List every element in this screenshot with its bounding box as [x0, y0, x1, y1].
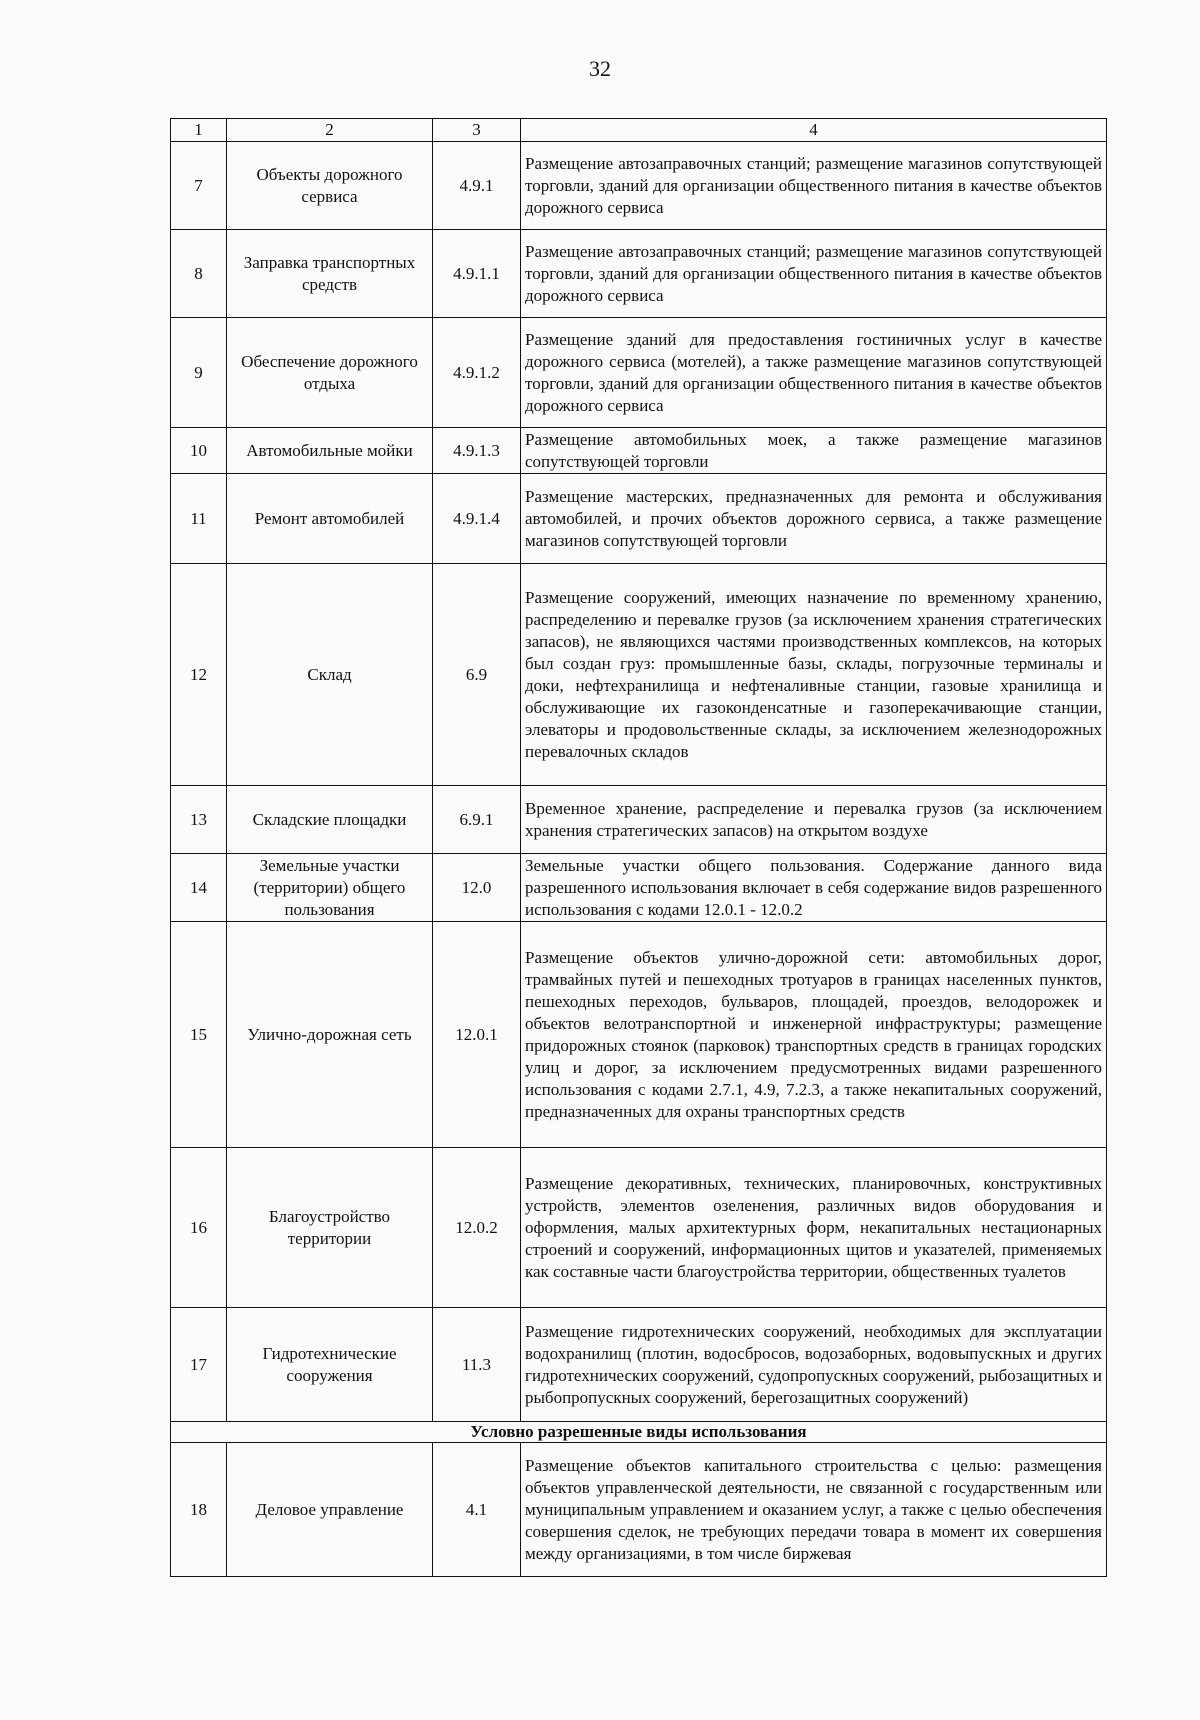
use-code: 4.9.1.2 [433, 318, 521, 428]
use-name: Улично-дорожная сеть [227, 922, 433, 1148]
table-row [171, 428, 1107, 474]
use-description: Размещение автозаправочных станций; размещение магазинов сопутствующей торговли, зданий для организации общественного питания в качестве объектов дорожного сервиса [521, 142, 1107, 230]
use-description: Размещение сооружений, имеющих назначение по временному хранению, распределению и перевалке грузов (за исключением хранения стратегических запасов), не являющихся частями производственных комплексов, на которых был создан груз: промышленные базы, склады, погрузочные терминалы и доки, нефтехранилища и нефтеналивные станции, газовые хранилища и обслуживающие их газоконденсатные и газоперекачивающие станции, элеваторы и продовольственные склады, за исключением железнодорожных перевалочных складов [521, 564, 1107, 786]
page-number: 32 [589, 56, 611, 81]
row-number: 10 [171, 428, 227, 474]
land-use-table [170, 118, 1107, 1577]
use-code: 4.1 [433, 1443, 521, 1577]
header-cell-4: 4 [521, 119, 1107, 142]
use-name: Автомобильные мойки [227, 428, 433, 474]
use-code: 4.9.1 [433, 142, 521, 230]
use-code: 4.9.1.1 [433, 230, 521, 318]
header-cell-3: 3 [433, 119, 521, 142]
use-code: 12.0 [433, 854, 521, 922]
row-number: 12 [171, 564, 227, 786]
table-row [171, 1148, 1107, 1308]
use-code: 11.3 [433, 1308, 521, 1422]
use-description: Размещение мастерских, предназначенных для ремонта и обслуживания автомобилей, и прочих объектов дорожного сервиса, а также размещение магазинов сопутствующей торговли [521, 474, 1107, 564]
table-row [171, 318, 1107, 428]
table-row [171, 142, 1107, 230]
table-row [171, 564, 1107, 786]
use-code: 6.9.1 [433, 786, 521, 854]
use-name: Заправка транспортных средств [227, 230, 433, 318]
use-description: Размещение объектов улично-дорожной сети: автомобильных дорог, трамвайных путей и пешеходных тротуаров в границах населенных пунктов, пешеходных переходов, бульваров, площадей, проездов, велодорожек и объектов велотранспортной и инженерной инфраструктуры; размещение придорожных стоянок (парковок) транспортных средств в границах городских улиц и дорог, за исключением предусмотренных видами разрешенного использования с кодами 2.7.1, 4.9, 7.2.3, а также некапитальных сооружений, предназначенных для охраны транспортных средств [521, 922, 1107, 1148]
use-name: Склад [227, 564, 433, 786]
header-cell-2: 2 [227, 119, 433, 142]
header-cell-1: 1 [171, 119, 227, 142]
row-number: 13 [171, 786, 227, 854]
section-row [171, 1422, 1107, 1443]
table-header-row [171, 119, 1107, 142]
use-name: Обеспечение дорожного отдыха [227, 318, 433, 428]
use-description: Земельные участки общего пользования. Содержание данного вида разрешенного использования включает в себя содержание видов разрешенного использования с кодами 12.0.1 - 12.0.2 [521, 854, 1107, 922]
table-row [171, 474, 1107, 564]
row-number: 16 [171, 1148, 227, 1308]
use-description: Размещение зданий для предоставления гостиничных услуг в качестве дорожного сервиса (мотелей), а также размещение магазинов сопутствующей торговли, зданий для организации общественного питания в качестве объектов дорожного сервиса [521, 318, 1107, 428]
row-number: 9 [171, 318, 227, 428]
table-row [171, 854, 1107, 922]
table-row [171, 922, 1107, 1148]
table-row [171, 1443, 1107, 1577]
row-number: 8 [171, 230, 227, 318]
use-description: Размещение гидротехнических сооружений, необходимых для эксплуатации водохранилищ (плотин, водосбросов, водозаборных, водовыпускных и других гидротехнических сооружений, судопропускных сооружений, рыбозащитных и рыбопропускных сооружений, берегозащитных сооружений) [521, 1308, 1107, 1422]
use-description: Размещение объектов капитального строительства с целью: размещения объектов управленческой деятельности, не связанной с государственным или муниципальным управлением и оказанием услуг, а также с целью обеспечения совершения сделок, не требующих передачи товара в момент их совершения между организациями, в том числе биржевая [521, 1443, 1107, 1577]
table-row [171, 230, 1107, 318]
use-code: 4.9.1.4 [433, 474, 521, 564]
use-code: 12.0.2 [433, 1148, 521, 1308]
row-number: 7 [171, 142, 227, 230]
use-name: Объекты дорожного сервиса [227, 142, 433, 230]
use-code: 6.9 [433, 564, 521, 786]
use-name: Складские площадки [227, 786, 433, 854]
use-name: Земельные участки (территории) общего пользования [227, 854, 433, 922]
use-description: Размещение декоративных, технических, планировочных, конструктивных устройств, элементов озеленения, различных видов оборудования и оформления, малых архитектурных форм, некапитальных нестационарных строений и сооружений, информационных щитов и указателей, применяемых как составные части благоустройства территории, общественных туалетов [521, 1148, 1107, 1308]
use-name: Деловое управление [227, 1443, 433, 1577]
use-code: 12.0.1 [433, 922, 521, 1148]
table-row [171, 1308, 1107, 1422]
use-description: Временное хранение, распределение и перевалка грузов (за исключением хранения стратегических запасов) на открытом воздухе [521, 786, 1107, 854]
section-title: Условно разрешенные виды использования [171, 1422, 1107, 1443]
use-description: Размещение автомобильных моек, а также размещение магазинов сопутствующей торговли [521, 428, 1107, 474]
row-number: 11 [171, 474, 227, 564]
row-number: 17 [171, 1308, 227, 1422]
row-number: 14 [171, 854, 227, 922]
use-code: 4.9.1.3 [433, 428, 521, 474]
table-row [171, 786, 1107, 854]
row-number: 18 [171, 1443, 227, 1577]
use-name: Ремонт автомобилей [227, 474, 433, 564]
use-name: Гидротехнические сооружения [227, 1308, 433, 1422]
use-description: Размещение автозаправочных станций; размещение магазинов сопутствующей торговли, зданий для организации общественного питания в качестве объектов дорожного сервиса [521, 230, 1107, 318]
use-name: Благоустройство территории [227, 1148, 433, 1308]
row-number: 15 [171, 922, 227, 1148]
